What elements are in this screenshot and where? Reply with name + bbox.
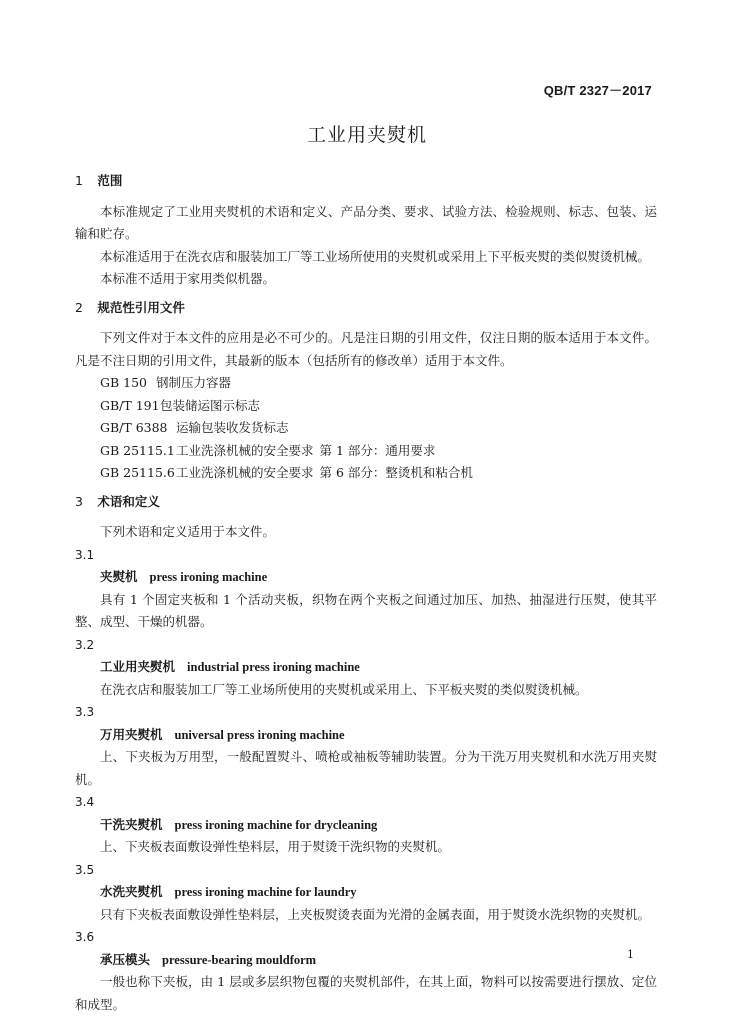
term-english: pressure-bearing mouldform — [162, 952, 317, 967]
term-definition: 在洗衣店和服装加工厂等工业场所使用的夹熨机或采用上、下平板夹熨的类似熨烫机械。 — [100, 681, 588, 697]
section-3-heading — [75, 491, 657, 514]
term-number: 3.2 — [75, 637, 95, 652]
reference-code: GB 150 — [100, 375, 148, 390]
document-body — [75, 170, 657, 1016]
term-chinese: 万用夹熨机 — [100, 726, 163, 742]
section-title: 术语和定义 — [97, 493, 160, 509]
section-number: 3 — [75, 493, 83, 509]
section-title: 范围 — [97, 173, 123, 188]
section-number: 1 — [75, 173, 83, 188]
term-chinese: 水洗夹熨机 — [100, 884, 163, 899]
term-english: press ironing machine for laundry — [174, 885, 357, 899]
term-definition: 具有 1 个固定夹板和 1 个活动夹板，织物在两个夹板之间通过加压、加热、抽湿进行压熨，使其平整、成型、干燥的机器。 — [75, 591, 657, 629]
term-english: press ironing machine for drycleaning — [174, 817, 378, 832]
term-chinese: 夹熨机 — [100, 569, 138, 584]
paragraph: 本标准适用于在洗衣店和服装加工厂等工业场所使用的夹熨机或采用上下平板夹熨的类似熨烫机械。 — [100, 248, 651, 264]
term-heading — [75, 949, 657, 972]
reference-title: 工业洗涤机械的安全要求 — [176, 465, 314, 480]
paragraph: 下列术语和定义适用于本文件。 — [100, 524, 276, 539]
term-heading — [75, 656, 657, 679]
term-heading — [75, 724, 657, 747]
term-heading — [75, 881, 657, 904]
term-number: 3.6 — [75, 930, 95, 944]
reference-item — [75, 372, 657, 395]
section-1-heading — [75, 170, 657, 193]
reference-item — [75, 440, 657, 463]
term-english: industrial press ironing machine — [187, 660, 360, 674]
page-number: 1 — [627, 948, 634, 961]
paragraph: 本标准不适用于家用类似机器。 — [100, 271, 276, 286]
reference-item — [75, 462, 657, 485]
term-number: 3.3 — [75, 705, 95, 719]
reference-code: GB/T 6388 — [100, 420, 168, 435]
term-heading — [75, 566, 657, 589]
term-definition: 一般也称下夹板，由 1 层或多层织物包覆的夹熨机部件，在其上面，物料可以按需要进行摆放、定位和成型。 — [75, 974, 657, 1012]
term-definition: 上、下夹板为万用型，一般配置熨斗、喷枪或袖板等辅助装置。分为干洗万用夹熨机和水洗万用夹熨机。 — [75, 749, 657, 787]
section-number: 2 — [75, 299, 83, 315]
term-english: press ironing machine — [149, 570, 268, 584]
reference-title: 运输包装收发货标志 — [176, 420, 289, 435]
reference-item — [75, 395, 657, 418]
reference-title: 包装储运图示标志 — [160, 397, 261, 413]
reference-code: GB/T 191 — [100, 397, 160, 413]
section-title: 规范性引用文件 — [97, 299, 185, 315]
term-chinese: 干洗夹熨机 — [100, 816, 163, 832]
reference-item — [75, 417, 657, 440]
section-2-heading — [75, 297, 657, 320]
reference-code: GB 25115.1 — [100, 442, 175, 458]
term-definition: 上、下夹板表面敷设弹性垫料层，用于熨烫干洗织物的夹熨机。 — [100, 839, 451, 854]
term-chinese: 承压模头 — [100, 951, 151, 967]
term-definition: 只有下夹板表面敷设弹性垫料层，上夹板熨烫表面为光滑的金属表面，用于熨烫水洗织物的夹熨机。 — [100, 906, 651, 922]
paragraph: 下列文件对于本文件的应用是必不可少的。凡是注日期的引用文件，仅注日期的版本适用于本文件。凡是不注日期的引用文件，其最新的版本（包括所有的修改单）适用于本文件。 — [75, 330, 657, 368]
paragraph: 本标准规定了工业用夹熨机的术语和定义、产品分类、要求、试验方法、检验规则、标志、包装、运输和贮存。 — [75, 203, 657, 241]
term-chinese: 工业用夹熨机 — [100, 659, 176, 674]
reference-part: 第 6 部分：整烫机和粘合机 — [319, 465, 473, 480]
standard-code: QB/T 2327－2017 — [543, 83, 652, 98]
reference-title: 钢制压力容器 — [156, 375, 232, 390]
term-english: universal press ironing machine — [174, 727, 345, 742]
term-number: 3.5 — [75, 862, 95, 877]
term-heading — [75, 814, 657, 837]
reference-code: GB 25115.6 — [100, 465, 175, 480]
term-number: 3.1 — [75, 547, 95, 562]
reference-part: 第 1 部分：通用要求 — [319, 442, 436, 458]
document-title: 工业用夹熨机 — [306, 124, 427, 146]
term-number: 3.4 — [75, 795, 95, 809]
reference-title: 工业洗涤机械的安全要求 — [176, 442, 314, 458]
